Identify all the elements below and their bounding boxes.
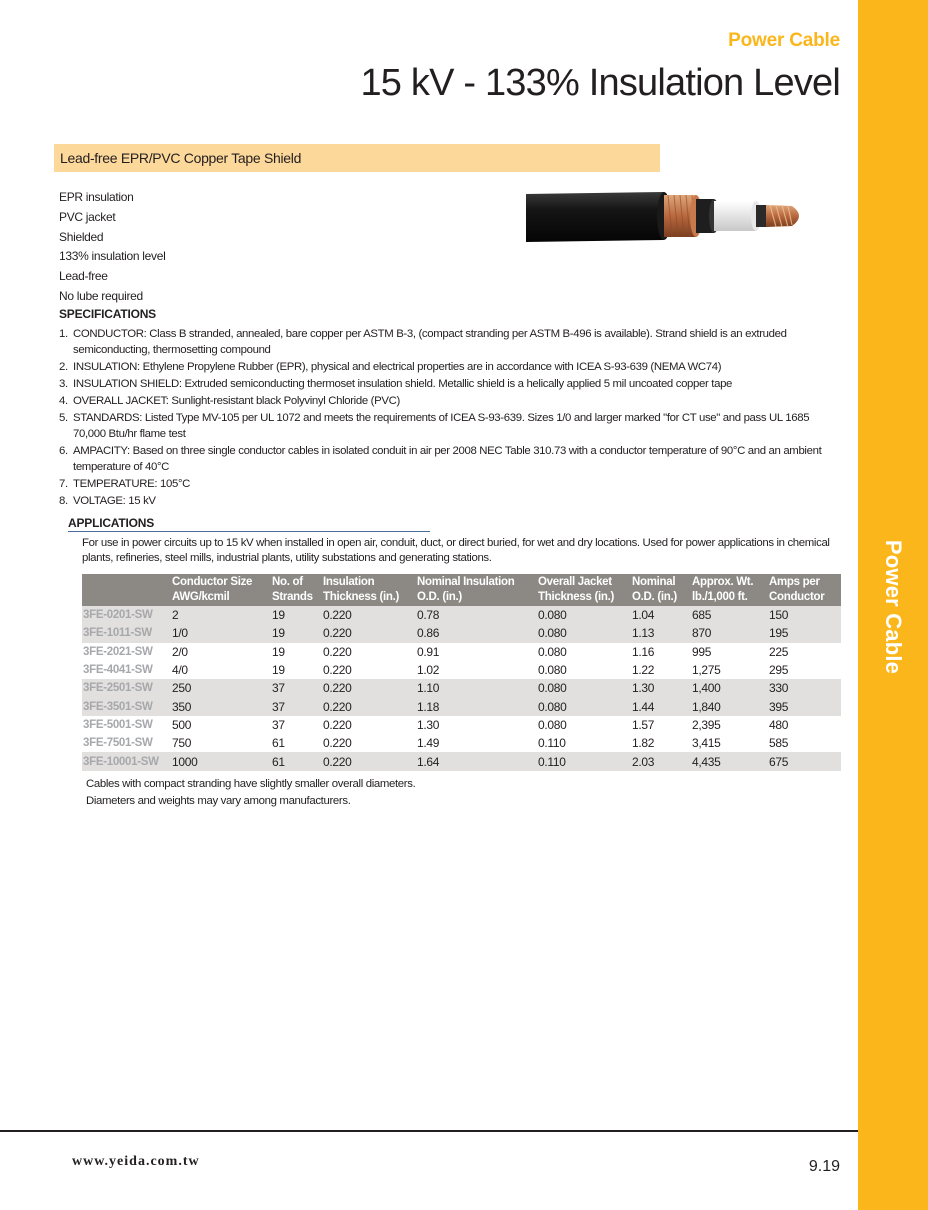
feature-item: No lube required <box>59 288 143 303</box>
part-number-cell: 3FE-0201-SW <box>82 606 170 624</box>
table-cell: 225 <box>769 644 789 659</box>
table-cell: 19 <box>270 606 321 624</box>
spec-number: 5. <box>59 412 68 424</box>
table-cell: 1/0 <box>170 624 270 642</box>
table-cell: 1.22 <box>632 663 655 678</box>
table-cell: 61 <box>272 736 285 751</box>
table-cell: 37 <box>272 717 285 732</box>
table-cell: 0.78 <box>415 606 536 624</box>
table-notes <box>86 776 415 810</box>
table-cell: 750 <box>172 736 192 751</box>
table-cell: 480 <box>769 717 789 732</box>
table-cell: 1.02 <box>417 663 440 678</box>
spec-text: TEMPERATURE: 105°C <box>73 478 191 490</box>
table-cell: 0.220 <box>321 606 415 624</box>
table-cell: 0.220 <box>323 663 352 678</box>
table-cell: 0.080 <box>536 624 630 642</box>
table-cell: 3,415 <box>692 736 721 751</box>
table-cell: 1.30 <box>630 679 690 697</box>
table-cell: 61 <box>270 752 321 770</box>
table-cell: 2.03 <box>630 752 690 770</box>
table-cell: 0.080 <box>536 606 630 624</box>
spec-number: 8. <box>59 495 68 507</box>
table-cell: 295 <box>769 663 789 678</box>
spec-text: STANDARDS: Listed Type MV-105 per UL 1072 and meets the requirements of ICEA S-93-639. Sizes 1/0 and larger marked "for CT use" and pass UL 1685 70,000 Btu/hr flame test <box>73 412 810 440</box>
website-url[interactable]: www.yeida.com.tw <box>72 1154 200 1169</box>
table-cell: 37 <box>270 679 321 697</box>
table-cell: 0.080 <box>538 644 567 659</box>
spec-number: 3. <box>59 378 68 390</box>
table-cell: 1.04 <box>630 606 690 624</box>
table-cell: 1.57 <box>632 717 655 732</box>
table-row <box>82 606 841 624</box>
table-cell: 1.49 <box>417 736 440 751</box>
side-tab <box>858 539 928 675</box>
spec-item <box>59 476 839 492</box>
part-number-cell: 3FE-2021-SW <box>83 645 153 658</box>
note-line: Diameters and weights may vary among manufacturers. <box>86 795 351 807</box>
applications-text: For use in power circuits up to 15 kV when installed in open air, conduit, duct, or direct buried, for wet and dry locations. Used for power applications in chemical plants, refineries, steel mills, industrial plants, utility substations and generating stations. <box>82 537 830 564</box>
spec-number: 2. <box>59 361 68 373</box>
table-row <box>82 679 841 697</box>
table-cell: 0.110 <box>536 752 630 770</box>
table-row <box>82 624 841 642</box>
specifications-list <box>59 326 839 510</box>
table-cell: 2/0 <box>172 644 188 659</box>
table-cell: 250 <box>170 679 270 697</box>
page-number: 9.19 <box>808 1158 840 1175</box>
table-cell: 4,435 <box>690 752 767 770</box>
table-row <box>82 661 841 679</box>
table-cell: 0.220 <box>321 697 415 715</box>
part-number-cell: 3FE-4041-SW <box>83 664 153 677</box>
applications-heading: APPLICATIONS <box>68 516 430 532</box>
table-cell: 1,840 <box>690 697 767 715</box>
table-cell: 500 <box>172 717 192 732</box>
table-cell: 0.080 <box>538 717 567 732</box>
table-cell: 4/0 <box>172 663 188 678</box>
cable-cross-section-image <box>524 186 808 244</box>
table-cell: 2,395 <box>692 717 721 732</box>
column-header: Nominal Insulation O.D. (in.) <box>415 574 536 606</box>
spec-text: AMPACITY: Based on three single conductor cables in isolated conduit in air per 2008 NEC Table 310.73 with a conductor temperature of 90°C and an ambient temperature of 40°C <box>73 445 822 473</box>
column-header: Overall Jacket Thickness (in.) <box>536 574 630 606</box>
part-number-cell: 3FE-5001-SW <box>83 718 153 731</box>
column-header: No. of Strands <box>270 574 321 606</box>
table-cell: 675 <box>767 752 841 770</box>
spec-text: CONDUCTOR: Class B stranded, annealed, bare copper per ASTM B-3, (compact stranding per ASTM B-496 is available). Strand shield is an extruded semiconducting, thermosetting compound <box>73 328 787 356</box>
table-header-row <box>82 574 841 606</box>
table-row <box>82 752 841 770</box>
spec-item <box>59 393 839 409</box>
table-cell: 395 <box>767 697 841 715</box>
table-cell: 150 <box>767 606 841 624</box>
part-number-cell: 3FE-2501-SW <box>82 679 170 697</box>
page-title: 15 kV - 133% Insulation Level <box>360 62 840 104</box>
cable-spec-table <box>82 574 841 771</box>
side-tab-label: Power Cable <box>881 539 906 675</box>
table-cell: 585 <box>769 736 789 751</box>
spec-text: VOLTAGE: 15 kV <box>73 495 156 507</box>
table-cell: 1.44 <box>630 697 690 715</box>
table-cell: 2 <box>170 606 270 624</box>
spec-item <box>59 443 839 475</box>
column-header <box>82 574 170 606</box>
column-header: Insulation Thickness (in.) <box>321 574 415 606</box>
feature-list <box>59 188 165 307</box>
part-number-cell: 3FE-10001-SW <box>82 752 170 770</box>
table-cell: 1.82 <box>632 736 655 751</box>
table-cell: 0.220 <box>323 717 352 732</box>
column-header: Amps per Conductor <box>767 574 841 606</box>
spec-number: 7. <box>59 478 68 490</box>
feature-item: Shielded <box>59 229 104 244</box>
table-cell: 350 <box>170 697 270 715</box>
table-cell: 0.080 <box>536 697 630 715</box>
table-cell: 19 <box>272 663 285 678</box>
table-cell: 685 <box>690 606 767 624</box>
feature-item: PVC jacket <box>59 209 116 224</box>
table-cell: 37 <box>270 697 321 715</box>
table-row <box>82 734 841 752</box>
table-cell: 1.64 <box>415 752 536 770</box>
spec-text: INSULATION SHIELD: Extruded semiconducting thermoset insulation shield. Metallic shield is a helically applied 5 mil uncoated copper tape <box>73 378 733 390</box>
table-cell: 1.30 <box>417 717 440 732</box>
table-cell: 1.16 <box>632 644 655 659</box>
spec-number: 6. <box>59 445 68 457</box>
table-cell: 0.220 <box>321 624 415 642</box>
table-row <box>82 643 841 661</box>
product-name: Lead-free EPR/PVC Copper Tape Shield <box>60 150 302 166</box>
part-number-cell: 3FE-3501-SW <box>82 697 170 715</box>
column-header: Conductor Size AWG/kcmil <box>170 574 270 606</box>
footer-divider <box>0 1130 858 1132</box>
table-cell: 0.110 <box>538 736 566 751</box>
spec-text: INSULATION: Ethylene Propylene Rubber (EPR), physical and electrical properties are in accordance with ICEA S-93-639 (NEMA WC74) <box>73 361 722 373</box>
table-cell: 0.080 <box>538 663 567 678</box>
product-name-bar <box>54 144 660 172</box>
spec-item <box>59 493 839 509</box>
table-cell: 995 <box>692 644 712 659</box>
spec-number: 1. <box>59 328 68 340</box>
table-cell: 19 <box>272 644 285 659</box>
table-cell: 195 <box>767 624 841 642</box>
feature-item: Lead-free <box>59 269 108 284</box>
table-cell: 0.080 <box>536 679 630 697</box>
table-cell: 0.220 <box>323 736 352 751</box>
table-cell: 0.220 <box>321 679 415 697</box>
table-cell: 1.18 <box>415 697 536 715</box>
table-cell: 0.220 <box>323 644 352 659</box>
table-cell: 1.13 <box>630 624 690 642</box>
part-number-cell: 3FE-7501-SW <box>83 737 153 750</box>
table-cell: 870 <box>690 624 767 642</box>
note-line: Cables with compact stranding have slightly smaller overall diameters. <box>86 778 416 790</box>
column-header: Nominal O.D. (in.) <box>630 574 690 606</box>
table-cell: 1,275 <box>692 663 721 678</box>
table-cell: 0.220 <box>321 752 415 770</box>
column-header: Approx. Wt. lb./1,000 ft. <box>690 574 767 606</box>
table-cell: 330 <box>767 679 841 697</box>
spec-number: 4. <box>59 395 68 407</box>
table-cell: 1000 <box>170 752 270 770</box>
table-cell: 0.91 <box>417 644 440 659</box>
category-label: Power Cable <box>728 30 840 51</box>
spec-item <box>59 359 839 375</box>
table-row <box>82 716 841 734</box>
spec-text: OVERALL JACKET: Sunlight-resistant black Polyvinyl Chloride (PVC) <box>73 395 400 407</box>
table-cell: 0.86 <box>415 624 536 642</box>
specifications-heading: SPECIFICATIONS <box>59 307 156 321</box>
part-number-cell: 3FE-1011-SW <box>82 624 170 642</box>
spec-item <box>59 326 839 358</box>
table-cell: 1,400 <box>690 679 767 697</box>
table-row <box>82 697 841 715</box>
spec-item <box>59 376 839 392</box>
table-cell: 1.10 <box>415 679 536 697</box>
feature-item: EPR insulation <box>59 190 134 204</box>
spec-item <box>59 410 839 442</box>
table-cell: 19 <box>270 624 321 642</box>
feature-item: 133% insulation level <box>59 249 166 264</box>
